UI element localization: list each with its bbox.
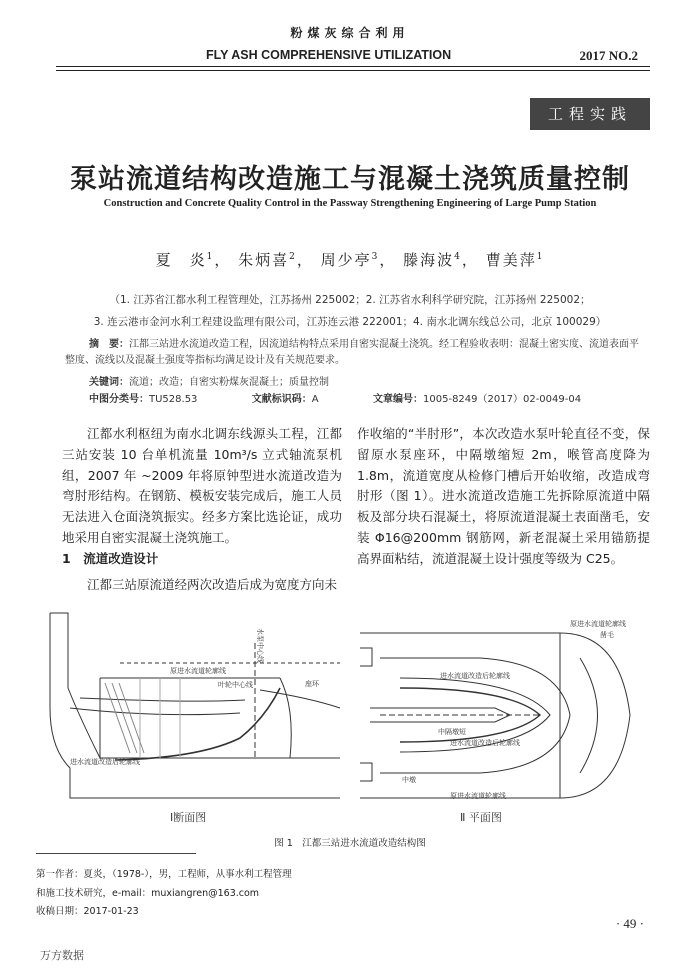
body-paragraph: 江都三站原流道经两次改造后成为宽度方向未 xyxy=(87,577,338,592)
footnote-research: 和施工技术研究，e-mail：muxiangren@163.com xyxy=(36,888,260,899)
body-paragraph: 作收缩的“半肘形”，本次改造水泵叶轮直径不变，保留原水泵座环，中隔墩缩短 2m，喉管高度降为 1.8m，流道宽度从检修门槽后开始收缩，改造成弯肘形（图 1）。进水流道改造施工先拆除原流道中隔板及部分块石混凝土，将原流道混凝土表面凿毛，安装 Φ16@200mm 钢筋网，新老混凝土采用锚筋提高界面粘结，流道混凝土设计强度等级为 C25。 xyxy=(357,426,650,566)
header-rule-thin xyxy=(56,70,650,71)
figure-caption: 图 1 江都三站进水流道改造结构图 xyxy=(274,838,426,849)
abstract-label: 摘 要： xyxy=(89,339,129,350)
keywords-text: 流道；改造；自密实粉煤灰混凝土；质量控制 xyxy=(129,377,329,388)
section-view-drawing xyxy=(50,613,340,798)
orig-contour-label-right-2: 原进水流道轮廓线 xyxy=(450,792,506,800)
author: 夏 炎$^1$ xyxy=(155,251,215,269)
footnote-author: 第一作者：夏炎，（1978-），男，工程师，从事水利工程管理 xyxy=(36,869,292,880)
plan-view-drawing xyxy=(360,633,630,798)
author: 朱炳喜$^2$ xyxy=(238,251,297,269)
section-view-title: Ⅰ断面图 xyxy=(170,811,207,824)
watermark: 万方数据 xyxy=(40,949,84,962)
author: 周少亭$^3$ xyxy=(320,251,380,269)
pump-center-label: 水泵中心线 xyxy=(256,628,264,663)
section-tag: 工程实践 xyxy=(530,98,650,130)
journal-name-cn: 粉煤灰综合利用 xyxy=(290,26,410,40)
article-id-value: 1005-8249（2017）02-0049-04 xyxy=(423,394,582,405)
abstract-text: 江都三站进水流道改造工程，因流道结构特点采用自密实混凝土浇筑。经工程验收表明：混凝土密实度、流道表面平整度、流线以及混凝土强度等指标均满足设计及有关规范要求。 xyxy=(65,339,639,366)
header-rule-thick xyxy=(56,66,650,67)
affiliation-line: （1. 江苏省江都水利工程管理处，江苏扬州 225002；2. 江苏省水利科学研究院，江苏扬州 225002； xyxy=(109,294,591,306)
keywords xyxy=(89,373,649,388)
article-title-cn: 泵站流道结构改造施工与混凝土浇筑质量控制 xyxy=(70,164,630,195)
impeller-center-label: 叶轮中心线 xyxy=(218,681,253,689)
pier-shorten-label: 中隔墩短 xyxy=(438,728,466,736)
page-number: · 49 · xyxy=(615,916,644,931)
new-contour-label-right-2: 进水流道改造后轮廓线 xyxy=(450,739,520,747)
orig-contour-label-right: 原进水流道轮廓线 xyxy=(570,620,626,628)
author: 曹美萍$^1$ xyxy=(485,251,545,269)
author-list: 夏 炎$^1$， 朱炳喜$^2$， 周少亭$^3$， 滕海波$^4$， 曹美萍$^1$ xyxy=(155,251,545,269)
figure-drawing xyxy=(40,608,660,828)
mid-pier-label: 中墩 xyxy=(402,776,416,784)
clc-value: TU528.53 xyxy=(149,394,198,405)
journal-name-en: FLY ASH COMPREHENSIVE UTILIZATION xyxy=(206,48,452,62)
classification-line xyxy=(89,390,649,405)
figure-1 xyxy=(40,608,660,828)
doc-code-label: 文献标识码： xyxy=(251,394,312,405)
issue-number: 2017 NO.2 xyxy=(579,48,638,63)
new-contour-label-right-1: 进水流道改造后轮廓线 xyxy=(440,672,510,680)
plan-view-title: Ⅱ 平面图 xyxy=(460,811,502,824)
footnote-rule xyxy=(36,853,196,854)
affiliation-line: 3. 连云港市金河水利工程建设监理有限公司，江苏连云港 222001；4. 南水北调东线总公司，北京 100029） xyxy=(93,316,607,328)
body-right-column xyxy=(357,424,650,570)
new-contour-label-left: 进水流道改造后轮廓线 xyxy=(70,758,140,766)
abstract xyxy=(65,337,645,369)
footnote-received: 收稿日期：2017-01-23 xyxy=(36,906,139,917)
article-title-en: Construction and Concrete Quality Control in the Passway Strengthening Engineering of Large Pump Station xyxy=(103,198,597,209)
section-heading: 1 流道改造设计 xyxy=(62,551,159,566)
clc-label: 中图分类号： xyxy=(89,394,149,405)
seat-ring-label: 座环 xyxy=(305,680,319,688)
body-left-column xyxy=(62,424,342,549)
keywords-label: 关键词： xyxy=(89,377,129,388)
doc-code-value: A xyxy=(311,394,319,405)
roughen-label: 凿毛 xyxy=(600,631,614,639)
author: 滕海波$^4$ xyxy=(403,251,462,269)
body-left-column-2 xyxy=(62,575,342,596)
article-id-label: 文章编号： xyxy=(373,394,424,405)
orig-contour-label-left: 原进水流道轮廓线 xyxy=(170,667,226,675)
body-paragraph: 江都水利枢纽为南水北调东线源头工程，江都三站安装 10 台单机流量 10m³/s 立式轴流泵机组，2007 年 ~2009 年将原钟型进水流道改造为弯肘形结构。在钢筋、模板安装完成后，施工人员无法进入仓面浇筑振实。经多方案比选论证，成功地采用自密实混凝土浇筑施工。 xyxy=(62,426,342,545)
